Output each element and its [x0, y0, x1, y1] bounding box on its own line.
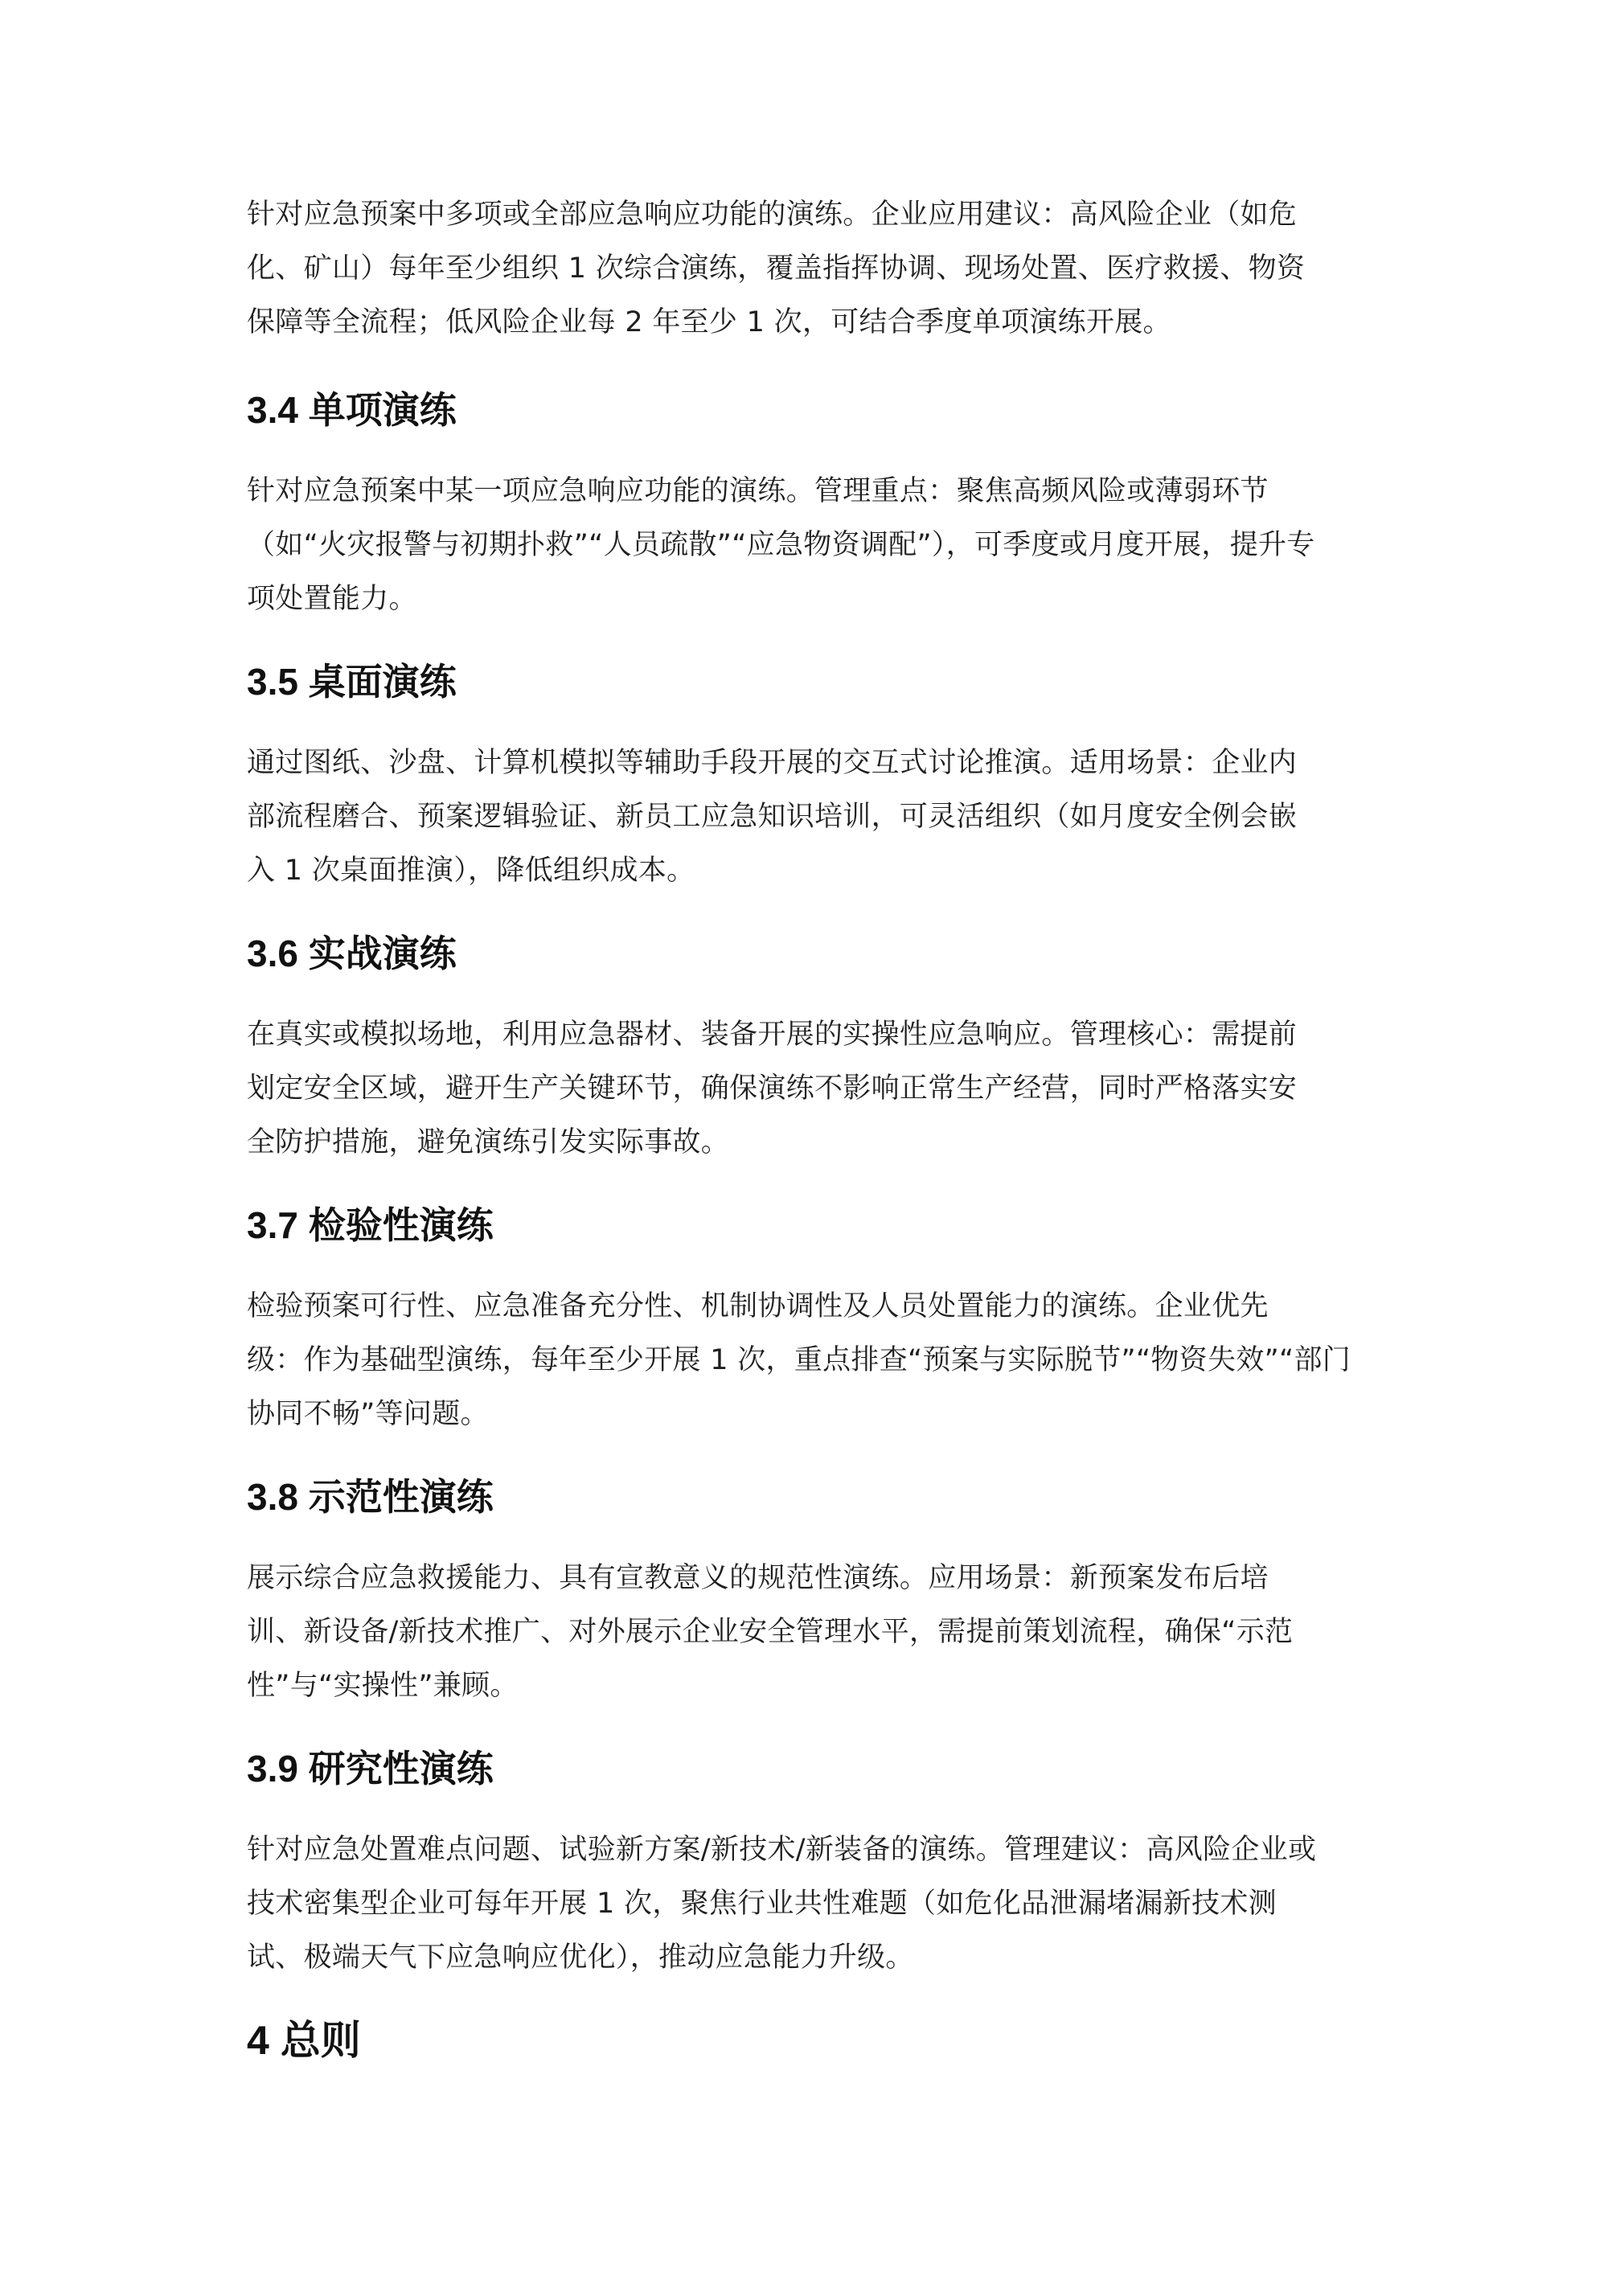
intro-paragraph	[247, 188, 1396, 350]
paragraph-line: 保障等全流程；低风险企业每 2 年至少 1 次，可结合季度单项演练开展。	[247, 306, 1171, 338]
paragraph-line: 针对应急预案中多项或全部应急响应功能的演练。企业应用建议：高风险企业（如危	[247, 199, 1298, 231]
paragraph-line: 性”与“实操性”兼顾。	[247, 1670, 519, 1702]
section-3-7	[247, 1201, 1396, 1441]
paragraph-line: 划定安全区域，避开生产关键环节，确保演练不影响正常生产经营，同时严格落实安	[247, 1072, 1298, 1105]
section-paragraph	[247, 1552, 1396, 1713]
paragraph-line: 协同不畅”等问题。	[247, 1398, 489, 1430]
paragraph-line: 级：作为基础型演练，每年至少开展 1 次，重点排查“预案与实际脱节”“物资失效”“部门	[247, 1344, 1351, 1376]
section-paragraph	[247, 1823, 1396, 1985]
paragraph-line: 检验预案可行性、应急准备充分性、机制协调性及人员处置能力的演练。企业优先	[247, 1290, 1269, 1322]
section-paragraph	[247, 1008, 1396, 1170]
section-heading: 3.7 检验性演练	[247, 1204, 494, 1246]
paragraph-line: 针对应急处置难点问题、试验新方案/新技术/新装备的演练。管理建议：高风险企业或	[247, 1834, 1317, 1866]
section-paragraph	[247, 465, 1396, 626]
section-heading: 3.8 示范性演练	[247, 1476, 494, 1518]
paragraph-line: 展示综合应急救援能力、具有宣教意义的规范性演练。应用场景：新预案发布后培	[247, 1562, 1269, 1594]
paragraph-line: 部流程磨合、预案逻辑验证、新员工应急知识培训，可灵活组织（如月度安全例会嵌	[247, 801, 1298, 833]
paragraph-line: 针对应急预案中某一项应急响应功能的演练。管理重点：聚焦高频风险或薄弱环节	[247, 475, 1269, 507]
paragraph-line: 训、新设备/新技术推广、对外展示企业安全管理水平，需提前策划流程，确保“示范	[247, 1616, 1294, 1648]
section-4	[247, 2016, 1396, 2095]
section-heading: 3.6 实战演练	[247, 933, 457, 974]
intro-section	[247, 188, 1396, 350]
section-heading: 3.9 研究性演练	[247, 1748, 494, 1790]
section-3-8	[247, 1473, 1396, 1713]
section-paragraph	[247, 736, 1396, 898]
paragraph-line: 化、矿山）每年至少组织 1 次综合演练，覆盖指挥协调、现场处置、医疗救援、物资	[247, 252, 1306, 285]
paragraph-line: 入 1 次桌面推演），降低组织成本。	[247, 855, 695, 887]
section-heading: 3.5 桌面演练	[247, 661, 457, 703]
section-3-6	[247, 929, 1396, 1170]
paragraph-line: 全防护措施，避免演练引发实际事故。	[247, 1126, 730, 1158]
section-3-4	[247, 386, 1396, 626]
paragraph-line: 通过图纸、沙盘、计算机模拟等辅助手段开展的交互式讨论推演。适用场景：企业内	[247, 747, 1298, 779]
paragraph-line: 在真实或模拟场地，利用应急器材、装备开展的实操性应急响应。管理核心：需提前	[247, 1019, 1298, 1051]
section-3-5	[247, 658, 1396, 898]
chapter-heading: 4 总则	[247, 2018, 361, 2063]
paragraph-line: 试、极端天气下应急响应优化），推动应急能力升级。	[247, 1941, 914, 1974]
paragraph-line: 技术密集型企业可每年开展 1 次，聚焦行业共性难题（如危化品泄漏堵漏新技术测	[247, 1888, 1277, 1920]
section-heading: 3.4 单项演练	[247, 389, 457, 431]
section-3-9	[247, 1745, 1396, 1985]
paragraph-line: 项处置能力。	[247, 583, 417, 615]
section-paragraph	[247, 1280, 1396, 1441]
paragraph-line: （如“火灾报警与初期扑救”“人员疏散”“应急物资调配”），可季度或月度开展，提升专	[247, 529, 1315, 561]
